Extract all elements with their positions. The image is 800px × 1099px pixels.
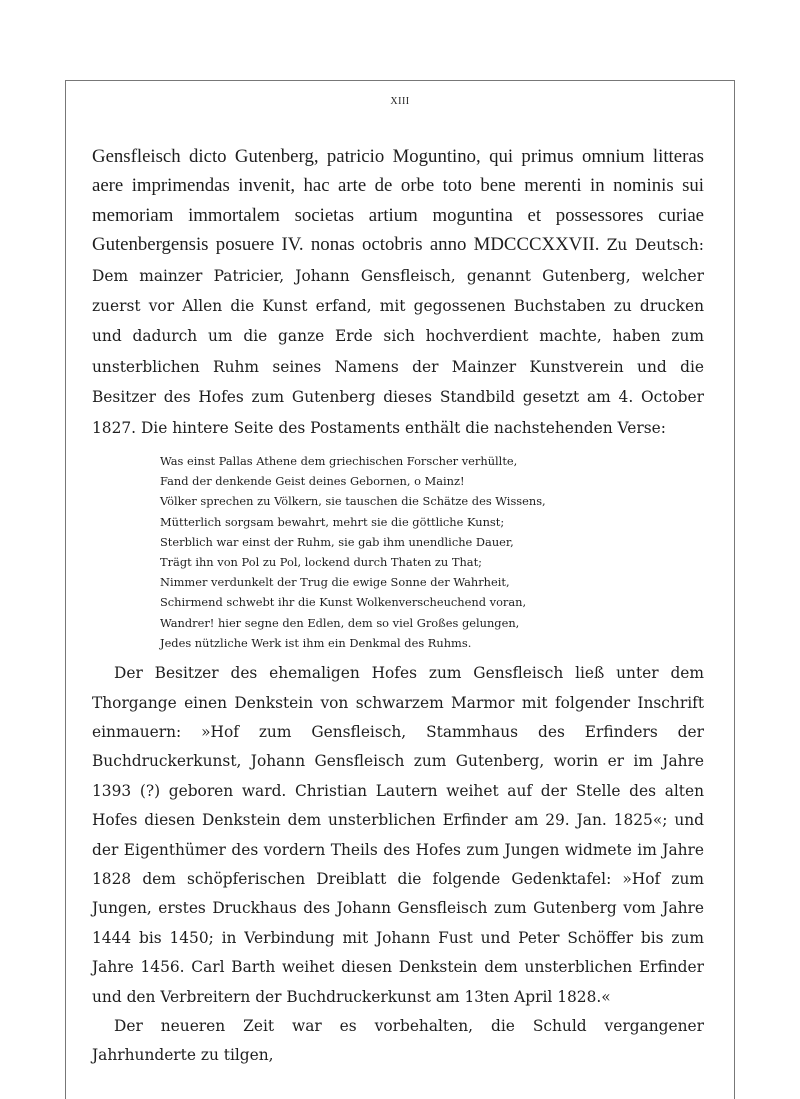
- memorial-stones-paragraph: Der Besitzer des ehemaligen Hofes zum Gensfleisch ließ unter dem Thorgange einen Denkstein von schwarzem Marmor mit folgender Inschrift einmauern: »Hof zum Gensfleisch, Stammhaus des Erfinders der Buchdruckerkunst, Johann Gensfleisch zum Gutenberg, worin er im Jahre 1393 (?) geboren ward. Christian Lautern weihet auf der Stelle des alten Hofes diesen Denkstein dem unsterblichen Erfinder am 29. Jan. 1825«; und der Eigenthümer des vordern Theils des Hofes zum Jungen widmete im Jahre 1828 dem schöpferischen Dreiblatt die folgende Gedenktafel: »Hof zum Jungen, erstes Druckhaus des Johann Gensfleisch zum Gutenberg vom Jahre 1444 bis 1450; in Verbindung mit Johann Fust und Peter Schöffer bis zum Jahre 1456. Carl Barth weihet diesen Denkstein dem unsterblichen Erfinder und den Verbreitern der Buchdruckerkunst am 13ten April 1828.«: [92, 664, 704, 1006]
- verse-line: Schirmend schwebt ihr die Kunst Wolkenverscheuchend voran,: [160, 595, 527, 610]
- verse-line: Was einst Pallas Athene dem griechischen Forscher verhüllte,: [160, 454, 518, 469]
- page-body: [92, 142, 704, 1071]
- closing-paragraph: Der neueren Zeit war es vorbehalten, die Schuld vergangener Jahrhunderte zu tilgen,: [92, 1016, 704, 1065]
- verse-line: Trägt ihn von Pol zu Pol, lockend durch Thaten zu That;: [160, 555, 483, 570]
- verse-line: Sterblich war einst der Ruhm, sie gab ihm unendliche Dauer,: [160, 534, 514, 549]
- verse-line: Fand der denkende Geist deines Gebornen, o Mainz!: [160, 474, 465, 489]
- page-number: XIII: [390, 96, 410, 107]
- verse-line: Wandrer! hier segne den Edlen, dem so viel Großes gelungen,: [160, 615, 520, 630]
- verse-line: Mütterlich sorgsam bewahrt, mehrt sie die göttliche Kunst;: [160, 514, 505, 529]
- verse-line: Nimmer verdunkelt der Trug die ewige Sonne der Wahrheit,: [160, 575, 510, 590]
- pedestal-verse: [160, 451, 704, 653]
- latin-inscription-text: Gensfleisch dicto Gutenberg, patricio Moguntino, qui primus omnium litteras aere imprimendas invenit, hac arte de orbe toto bene merenti in nominis sui memoriam immortalem societas artium moguntina et possessores curiae Gutenbergensis posuere IV. nonas octobris anno MDCCCXXVII.: [92, 146, 704, 256]
- verse-line: Völker sprechen zu Völkern, sie tauschen die Schätze des Wissens,: [160, 494, 546, 509]
- latin-inscription: [92, 142, 704, 443]
- verse-line: Jedes nützliche Werk ist ihm ein Denkmal des Ruhms.: [160, 635, 472, 650]
- german-translation-text: Zu Deutsch: Dem mainzer Patricier, Johann Gensfleisch, genannt Gutenberg, welcher zuerst vor Allen die Kunst erfand, mit gegossenen Buchstaben zu drucken und dadurch um die ganze Erde sich hochverdient machte, haben zum unsterblichen Ruhm seines Namens der Mainzer Kunstverein und die Besitzer des Hofes zum Gutenberg dieses Standbild gesetzt am 4. October 1827. Die hintere Seite des Postaments enthält die nachstehenden Verse:: [92, 236, 704, 437]
